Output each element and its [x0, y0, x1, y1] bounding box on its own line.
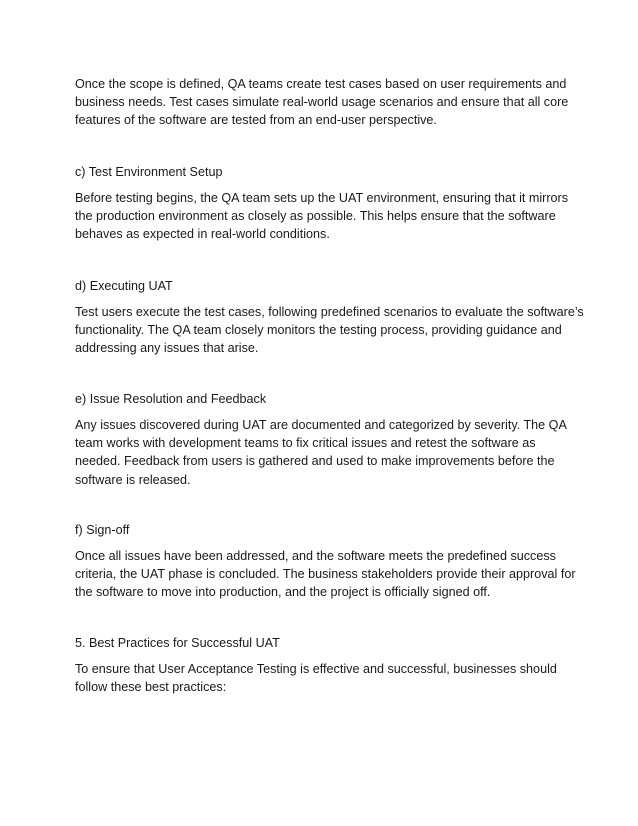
paragraph-line: team works with development teams to fix critical issues and retest the software as — [75, 436, 536, 451]
section-f-paragraph — [75, 547, 576, 602]
paragraph-line: the production environment as closely as possible. This helps ensure that the software — [75, 209, 556, 224]
paragraph-line: needed. Feedback from users is gathered and used to make improvements before the — [75, 454, 555, 469]
section-e-paragraph — [75, 416, 570, 489]
paragraph-line: features of the software are tested from an end-user perspective. — [75, 113, 437, 128]
paragraph-line: business needs. Test cases simulate real-world usage scenarios and ensure that all core — [75, 95, 569, 110]
paragraph-line: Test users execute the test cases, following predefined scenarios to evaluate the software’s — [75, 305, 584, 319]
paragraph-line: Once the scope is defined, QA teams create test cases based on user requirements and — [75, 77, 567, 91]
paragraph-line: Any issues discovered during UAT are documented and categorized by severity. The QA — [75, 418, 567, 432]
intro-paragraph — [75, 75, 570, 130]
section-c-paragraph — [75, 189, 570, 244]
section-heading-best-practices: 5. Best Practices for Successful UAT — [75, 636, 280, 650]
paragraph-line: the software to move into production, and the project is officially signed off. — [75, 585, 491, 600]
paragraph-line: criteria, the UAT phase is concluded. The business stakeholders provide their approval for — [75, 567, 576, 582]
paragraph-line: Once all issues have been addressed, and the software meets the predefined success — [75, 549, 556, 563]
section-heading-executing-uat: d) Executing UAT — [75, 279, 173, 293]
section-d-paragraph — [75, 303, 584, 358]
paragraph-line: behaves as expected in real-world conditions. — [75, 227, 330, 242]
paragraph-line: Before testing begins, the QA team sets up the UAT environment, ensuring that it mirrors — [75, 191, 569, 205]
paragraph-line: follow these best practices: — [75, 680, 227, 695]
section-5-paragraph — [75, 660, 570, 696]
paragraph-line: software is released. — [75, 472, 191, 487]
section-heading-sign-off: f) Sign-off — [75, 523, 130, 537]
section-heading-issue-resolution-and-feedback: e) Issue Resolution and Feedback — [75, 392, 267, 406]
paragraph-line: addressing any issues that arise. — [75, 341, 259, 356]
paragraph-line: To ensure that User Acceptance Testing is effective and successful, businesses should — [75, 662, 557, 676]
section-heading-test-environment-setup: c) Test Environment Setup — [75, 165, 223, 179]
paragraph-line: functionality. The QA team closely monitors the testing process, providing guidance and — [75, 323, 562, 338]
